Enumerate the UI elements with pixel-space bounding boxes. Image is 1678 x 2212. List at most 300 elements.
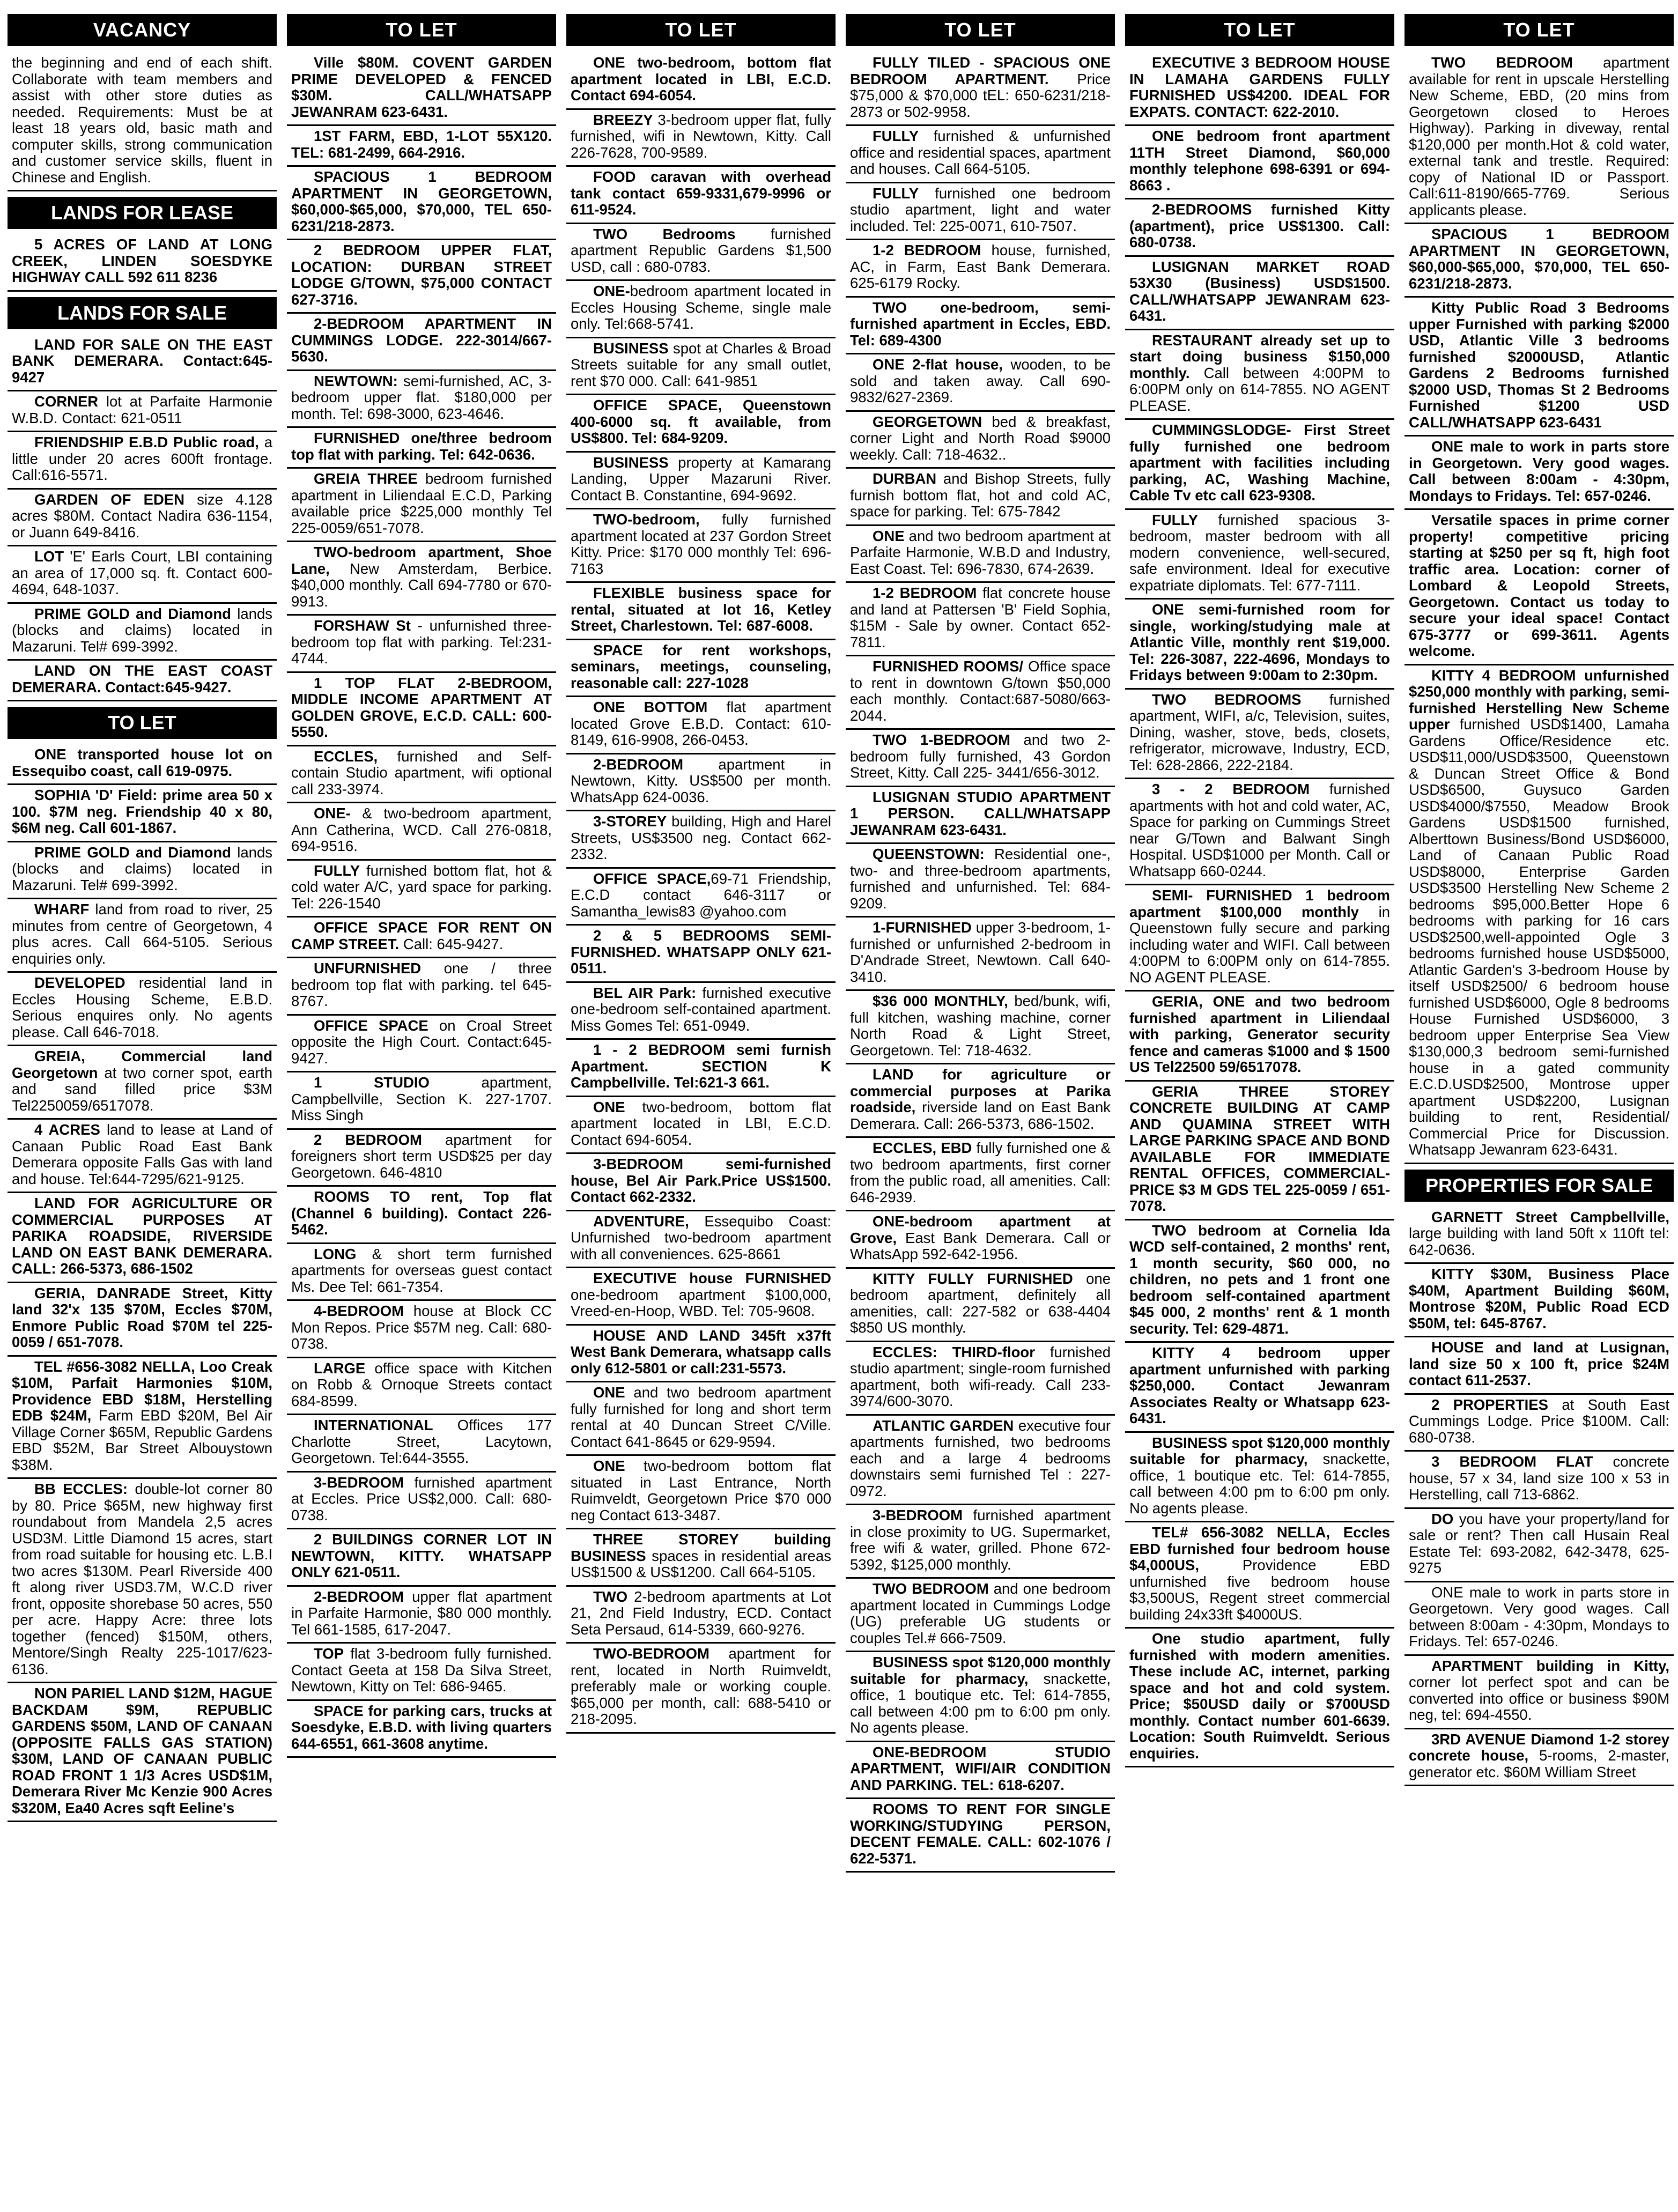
header-to-let-4: TO LET xyxy=(846,14,1115,46)
ad-lead: LOT xyxy=(34,548,64,565)
ad-lead: TWO-bedroom apartment, Shoe Lane, xyxy=(291,544,552,577)
classified-ad xyxy=(566,869,836,926)
ad-body: one bedroom apartment, definitely all amenities, call: 227-582 or 638-4404 $850 US monthly. xyxy=(850,1270,1111,1336)
ad-body: 2-bedroom apartments at Lot 21, 2nd Field Industry, ECD. Contact Seta Persaud, 614-5339, 660-9276. xyxy=(571,1588,831,1638)
ad-lead: FULLY xyxy=(873,184,919,202)
ad-lead: FULLY xyxy=(873,128,919,144)
classified-ad xyxy=(566,1382,836,1456)
ad-body: 69-71 Friendship, E.C.D contact 646-3117 or Samantha_lewis83 @yahoo.com xyxy=(571,870,831,920)
classified-ad xyxy=(287,1358,556,1416)
classified-ad xyxy=(1125,600,1394,690)
classified-ad xyxy=(287,1244,556,1301)
ad-body: furnished studio apartment; single-room furnished apartment, both wifi-ready. Call 233-3974/600-3070. xyxy=(850,1343,1111,1409)
ad-body: East Bank Demerara. Call or WhatsApp 592-642-1956. xyxy=(850,1229,1111,1262)
classified-ad xyxy=(1125,510,1394,600)
ad-lead: ONE- xyxy=(593,283,630,299)
classified-ad xyxy=(846,1505,1115,1579)
ad-lead: SOPHIA 'D' Field: prime area 50 x 100. $7M neg. Friendship 40 x 80, $6M neg. Call 601-1867. xyxy=(12,787,272,836)
column-to-let-2 xyxy=(287,14,556,2202)
classified-ad xyxy=(846,1211,1115,1269)
ad-lead: ONE bedroom front apartment 11TH Street Diamond, $60,000 monthly telephone 698-6391 or 694-8663 . xyxy=(1129,128,1390,194)
ad-body: bedroom apartment located in Eccles Housing Scheme, single male only. Tel:668-5741. xyxy=(571,283,831,332)
classified-ad xyxy=(1125,1343,1394,1433)
ad-lead: BEL AIR Park: xyxy=(593,984,697,1001)
ad-lead: 2 PROPERTIES xyxy=(1431,1396,1548,1413)
classified-ad xyxy=(8,1193,277,1283)
classified-ad xyxy=(8,1479,277,1683)
ad-body: a little under 20 acres 600ft frontage. Call:616-5571. xyxy=(12,434,272,483)
ad-body: size 4.128 acres $80M. Contact Nadira 636-1154, or Juann 649-8416. xyxy=(12,491,272,541)
ad-body: New Amsterdam, Berbice. $40,000 monthly. Call 694-7780 or 670-9913. xyxy=(291,560,552,610)
ad-body: at South East Cummings Lodge. Price $100M. Call: 680-0738. xyxy=(1409,1396,1670,1446)
classified-ad xyxy=(846,1416,1115,1506)
ad-body: residential land in Eccles Housing Scheme, E.B.D. Serious enquires only. No agents please. Call 646-7018. xyxy=(12,974,272,1040)
ad-body: furnished apartment at Eccles. Price US$2,000. Call: 680-0738. xyxy=(291,1474,552,1523)
classified-ad xyxy=(1405,1395,1674,1452)
classified-ad xyxy=(566,1154,836,1211)
classified-ad xyxy=(1125,1220,1394,1343)
ad-lead: CUMMINGSLODGE- First Street fully furnished one bedroom apartment with facilities including parking, AC, Washing Machine, Cable Tv etc call 623-9308. xyxy=(1129,421,1390,504)
classified-ad xyxy=(287,1701,556,1758)
classified-ad xyxy=(1405,510,1674,665)
ad-lead: 2-BEDROOMS furnished Kitty (apartment), price US$1300. Call: 680-0738. xyxy=(1129,201,1390,250)
ad-lead: TWO BEDROOM xyxy=(873,1580,989,1597)
ad-lead: BUSINESS spot $120,000 monthly suitable for pharmacy, xyxy=(1129,1434,1390,1467)
classified-ad xyxy=(846,583,1115,656)
ad-lead: 2 & 5 BEDROOMS SEMI-FURNISHED. WHATSAPP ONLY 621-0511. xyxy=(571,927,831,976)
ad-lead: 2-BEDROOM xyxy=(593,756,684,773)
classified-ad xyxy=(287,673,556,746)
ad-lead: FULLY xyxy=(1152,511,1199,528)
ad-body: and two bedroom apartment fully furnished for long and short term rental at 40 Duncan Street C/Ville. Contact 641-8645 or 629-9594. xyxy=(571,1384,831,1450)
classified-ad xyxy=(1125,1629,1394,1767)
ad-body: flat concrete house and land at Pattersen 'B' Field Sophia, $15M - Sale by owner. Contact 652-7811. xyxy=(850,585,1111,650)
ad-lead: TWO-BEDROOM xyxy=(593,1645,709,1662)
ad-lead: LAND FOR SALE ON THE EAST BANK DEMERARA. Contact:645-9427 xyxy=(12,336,272,386)
ad-lead: FURNISHED one/three bedroom top flat with parking. Tel: 642-0636. xyxy=(291,430,552,463)
ad-lead: 1-FURNISHED xyxy=(873,919,972,936)
ad-lead: FOOD caravan with overhead tank contact 659-9331,679-9996 or 611-9524. xyxy=(571,168,831,218)
classified-ad xyxy=(8,546,277,604)
ad-lead: GREIA THREE xyxy=(314,470,418,487)
classified-ad xyxy=(287,861,556,918)
ad-lead: BB ECCLES: xyxy=(34,1481,128,1497)
classified-ad xyxy=(1405,1509,1674,1582)
ad-lead: FULLY xyxy=(314,862,360,879)
classified-ad xyxy=(8,1357,277,1479)
ad-lead: ONE transported house lot on Essequibo coast, call 619-0975. xyxy=(12,746,272,779)
classified-ad xyxy=(8,973,277,1046)
ad-lead: ONE- xyxy=(314,805,351,822)
classified-ad xyxy=(566,395,836,453)
classified-ad xyxy=(8,604,277,661)
ad-body: Offices 177 Charlotte Street, Lacytown, Georgetown. Tel:644-3555. xyxy=(291,1417,552,1466)
classified-ad xyxy=(566,509,836,583)
column-vacancy xyxy=(8,14,277,2202)
ad-lead: TWO xyxy=(593,1588,628,1605)
classified-ad xyxy=(846,730,1115,787)
ad-lead: TWO BEDROOM xyxy=(1431,54,1573,71)
ad-body: Price $75,000 & $70,000 tEL: 650-6231/218-2873 or 502-9958. xyxy=(850,70,1111,120)
ad-body: land to lease at Land of Canaan Public Road East Bank Demerara opposite Falls Gas with land and house. Tel:644-7295/621-9125. xyxy=(12,1121,272,1187)
ad-lead: 1-2 BEDROOM xyxy=(873,585,977,601)
classified-ad xyxy=(846,1579,1115,1652)
ad-body: apartment for foreigners short term USD$25 per day Georgetown. 646-4810 xyxy=(291,1131,552,1181)
ad-lead: TEL# 656-3082 NELLA, Eccles EBD furnished four bedroom house $4,000US, xyxy=(1129,1524,1390,1573)
header-lands-for-lease: LANDS FOR LEASE xyxy=(8,197,277,229)
ad-lead: BUSINESS spot $120,000 monthly suitable for pharmacy, xyxy=(850,1654,1111,1687)
classified-ad xyxy=(287,371,556,428)
ad-body: furnished bottom flat, hot & cold water A/C, yard space for parking. Tel: 226-1540 xyxy=(291,862,552,912)
ad-body: furnished and Self-contain Studio apartment, wifi optional call 233-3974. xyxy=(291,748,552,797)
ad-body: fully furnished one & two bedroom apartments, first corner from the public road, all amenities. Call: 646-2939. xyxy=(850,1140,1111,1205)
classified-ad xyxy=(287,616,556,673)
ad-lead: LUSIGNAN STUDIO APARTMENT 1 PERSON. CALL/WHATSAPP JEWANRAM 623-6431. xyxy=(850,788,1111,838)
ad-lead: ONE xyxy=(593,1098,625,1115)
ad-lead: THREE STOREY building BUSINESS xyxy=(571,1531,831,1564)
ad-lead: ATLANTIC GARDEN xyxy=(873,1417,1014,1434)
ad-body: snackette, office, 1 boutique etc. Tel: 614-7855, call between 4:00 pm to 6:00 pm only. No agents please. xyxy=(850,1670,1111,1736)
ad-lead: TEL #656-3082 NELLA, Loo Creak $10M, Parfait Harmonies $10M, Providence EBD $18M, Herstelling EDB $24M, xyxy=(12,1358,272,1424)
ad-lead: GEORGETOWN xyxy=(873,413,982,430)
classified-ad xyxy=(846,1742,1115,1800)
classified-ad xyxy=(1125,53,1394,126)
classified-ad xyxy=(8,661,277,701)
ad-lead: ONE-bedroom apartment at Grove, xyxy=(850,1213,1111,1246)
classified-ad xyxy=(846,844,1115,918)
ad-body: you have your property/land for sale or rent? Then call Husain Real Estate Tel: 693-2082, 642-3478, 625-9275 xyxy=(1409,1510,1669,1576)
ad-body: office space with Kitchen on Robb & Ornoque Streets contact 684-8599. xyxy=(291,1359,552,1409)
ad-body: concrete house, 57 x 34, land size 100 x 53 in Herstelling, call 713-6862. xyxy=(1409,1453,1669,1503)
classified-ad xyxy=(1405,224,1674,298)
ad-body: two-bedroom, bottom flat apartment located in LBI, E.C.D. Contact 694-6054. xyxy=(571,1098,831,1148)
header-vacancy: VACANCY xyxy=(8,14,277,46)
ad-lead: BUSINESS xyxy=(593,454,669,471)
ad-lead: GARDEN OF EDEN xyxy=(34,491,185,508)
ad-lead: 2 BEDROOM UPPER FLAT, LOCATION: DURBAN STREET LODGE G/TOWN, $75,000 CONTACT 627-3716. xyxy=(291,242,552,308)
classified-ad xyxy=(846,526,1115,583)
ad-body: corner lot perfect spot and can be converted into office or business $90M neg, tel: 694-4550. xyxy=(1409,1674,1669,1723)
ad-body: furnished apartment in close proximity to UG. Supermarket, free wifi & water, grilled. Phone 672-5392, $125,000 monthly. xyxy=(850,1507,1111,1573)
ad-lead: PRIME GOLD and Diamond xyxy=(34,605,231,622)
ad-lead: ONE-BEDROOM STUDIO APARTMENT, WIFI/AIR CONDITION AND PARKING. TEL: 618-6207. xyxy=(850,1743,1111,1793)
ad-lead: DURBAN xyxy=(873,470,937,487)
classified-ad xyxy=(287,240,556,314)
classified-ad xyxy=(566,53,836,110)
ad-lead: SPACIOUS 1 BEDROOM APARTMENT IN GEORGETOWN, $60,000-$65,000, $70,000, TEL 650-6231/218-2873. xyxy=(291,168,552,234)
ad-body: apartment, Campbellville, Section K. 227-1707. Miss Singh xyxy=(291,1074,552,1123)
classified-ad xyxy=(846,1138,1115,1211)
ad-body: furnished & unfurnished office and residential spaces, apartment and houses. Call 664-5105. xyxy=(850,128,1111,177)
classified-ad xyxy=(287,469,556,542)
ad-lead: 1 STUDIO xyxy=(314,1074,430,1091)
ad-body: 'E' Earls Court, LBI containing an area of 17,000 sq. ft. Contact 600-4694, 648-1037. xyxy=(12,548,272,597)
ad-lead: SEMI- FURNISHED 1 bedroom apartment $100,000 monthly xyxy=(1129,887,1390,920)
ad-lead: TWO-bedroom, xyxy=(593,511,700,528)
ad-lead: 3-BEDROOM xyxy=(873,1507,963,1523)
classified-ad xyxy=(566,281,836,338)
classified-ad xyxy=(846,656,1115,730)
ad-lead: UNFURNISHED xyxy=(314,960,422,976)
classified-ad xyxy=(846,53,1115,126)
classified-ad xyxy=(566,583,836,640)
ad-body: property at Kamarang Landing, Upper Mazaruni River. Contact B. Constantine, 694-9692. xyxy=(571,454,831,504)
ad-lead: 1 - 2 BEDROOM semi furnish Apartment. SECTION K Campbellville. Tel:621-3 661. xyxy=(571,1041,831,1091)
ad-lead: BUSINESS xyxy=(593,339,669,357)
ad-lead: TOP xyxy=(314,1645,344,1662)
classified-ad xyxy=(566,1456,836,1529)
classified-ad xyxy=(287,1130,556,1187)
classified-ad: 5 ACRES OF LAND AT LONG CREEK, LINDEN SOESDYKE HIGHWAY CALL 592 611 8236 xyxy=(8,234,277,292)
ad-lead: 3 BEDROOM FLAT xyxy=(1431,1453,1593,1470)
classified-ad xyxy=(566,1644,836,1734)
classified-ad xyxy=(1125,1433,1394,1523)
classified-ad xyxy=(287,428,556,469)
ad-lead: TWO Bedrooms xyxy=(593,225,736,242)
ad-body: furnished apartment Republic Gardens $1,500 USD, call : 680-0783. xyxy=(571,225,831,275)
classified-ad xyxy=(8,744,277,785)
classified-ad xyxy=(846,412,1115,469)
classified-ad xyxy=(287,803,556,861)
ad-lead: WHARF xyxy=(34,901,90,918)
classified-ad xyxy=(287,53,556,126)
ad-body: and Bishop Streets, fully furnish bottom flat, hot and cold AC, space for parking. Tel: 675-7842 xyxy=(850,470,1111,520)
classified-ad xyxy=(566,811,836,869)
classified-ad xyxy=(566,1529,836,1587)
ad-body: wooden, to be sold and taken away. Call 690-9832/627-2369. xyxy=(850,356,1111,405)
classified-ad xyxy=(1125,330,1394,420)
classified-ad xyxy=(846,469,1115,526)
ad-body: Residential one-, two- and three-bedroom apartments, furnished and unfurnished. Tel: 684-9209. xyxy=(850,846,1111,912)
ad-lead: PRIME GOLD and Diamond xyxy=(34,844,231,861)
ad-lead: GREIA, Commercial land Georgetown xyxy=(12,1048,272,1081)
ad-lead: ECCLES, xyxy=(314,748,378,765)
ad-lead: EXECUTIVE 3 BEDROOM HOUSE IN LAMAHA GARDENS FULLY FURNISHED US$4200. IDEAL FOR EXPATS. CONTACT: 622-2010. xyxy=(1129,54,1390,120)
ad-lead: KITTY $30M, Business Place $40M, Apartment Building $60M, Montrose $20M, Public Road ECD $50M, tel: 645-8767. xyxy=(1409,1266,1669,1331)
ad-lead: LAND ON THE EAST COAST DEMERARA. Contact:645-9427. xyxy=(12,662,272,696)
classified-ad xyxy=(1125,257,1394,330)
header-properties-for-sale: PROPERTIES FOR SALE xyxy=(1405,1170,1674,1202)
classified-ad xyxy=(287,1473,556,1530)
ad-body: ONE male to work in parts store in Georgetown. Very good wages. Call between 8:00am - 4:30pm, Mondays to Fridays. Tel: 657-0246. xyxy=(1409,1584,1669,1649)
ad-body: furnished apartment, WIFI, a/c, Television, suites, Dining, washer, stove, beds, closets, refrigerator, microwave, Industry, ECD, Tel: 628-2866, 222-2184. xyxy=(1129,691,1390,773)
header-to-let-5: TO LET xyxy=(1125,14,1394,46)
classified-ad xyxy=(1125,1082,1394,1220)
ad-lead: ONE two-bedroom, bottom flat apartment located in LBI, E.C.D. Contact 694-6054. xyxy=(571,54,831,103)
classified-ad xyxy=(8,490,277,547)
ad-body: Call between 4:00PM to 6:00PM only on 614-7855. NO AGENT PLEASE. xyxy=(1129,364,1390,414)
ad-body: semi-furnished, AC, 3-bedroom upper flat. $180,000 per month. Tel: 698-3000, 623-4646. xyxy=(291,372,552,422)
classified-ad xyxy=(1405,1264,1674,1337)
ad-lead: NON PARIEL LAND $12M, HAGUE BACKDAM $9M, REPUBLIC GARDENS $50M, LAND OF CANAAN (OPPOSITE FALLS GAS STATION) $30M, LAND OF CANAAN PUBLIC ROAD FRONT 1 1/3 Acres USD$1M, Demerara River Mc Kenzie 900 Acres $320M, Ea40 Acres sqft Eeline's xyxy=(12,1685,272,1816)
ad-lead: OFFICE SPACE, Queenstown 400-6000 sq. ft available, from US$800. Tel: 684-9209. xyxy=(571,397,831,446)
ad-body: Office space to rent in downtown G/town $50,000 each monthly. Contact:687-5080/663-2044. xyxy=(850,658,1111,724)
classified-ad xyxy=(287,746,556,804)
ad-body: furnished one bedroom studio apartment, light and water included. Tel: 225-0071, 610-7507. xyxy=(850,184,1111,234)
classified-ad xyxy=(8,785,277,842)
ad-lead: DEVELOPED xyxy=(34,974,125,991)
header-to-let-col1: TO LET xyxy=(8,707,277,739)
ad-lead: QUEENSTOWN: xyxy=(873,846,985,862)
ad-body: fully furnished apartment located at 237 Gordon Street Kitty. Price: $170 000 monthly Tel: 696-7163 xyxy=(571,511,831,577)
classified-ad xyxy=(8,1283,277,1357)
ad-lead: HOUSE and land at Lusignan, land size 50 x 100 ft, price $24M contact 611-2537. xyxy=(1409,1339,1669,1388)
classified-ad xyxy=(287,1415,556,1473)
ad-lead: 4-BEDROOM xyxy=(314,1303,404,1319)
ad-body: double-lot corner 80 by 80. Price $65M, new highway first roundabout from Mandela 2,5 acres USD3M. Little Diamond 15 acres, start from road suitable for housing etc. L.B.I two acres $130M. Pearl Riverside 400 ft along river USD3.7M, W.C.D river front, opposite shorebase 50 acres, 550 per acre. Happy Acre: three lots together (fenced) $150M, others, Mentore/Singh Realty 225-1017/623-6136. xyxy=(12,1481,272,1677)
header-to-let-6: TO LET xyxy=(1405,14,1674,46)
ad-lead: SPACE for parking cars, trucks at Soesdyke, E.B.D. with living quarters 644-6551, 661-3608 anytime. xyxy=(291,1702,552,1752)
ad-lead: GERIA THREE STOREY CONCRETE BUILDING AT CAMP AND QUAMINA STREET WITH LARGE PARKING SPACE AND BOND AVAILABLE FOR IMMEDIATE RENTAL OFFICES, COMMERCIAL-PRICE $3 M GDS TEL 225-0059 / 651-7078. xyxy=(1129,1083,1390,1214)
ad-lead: 2 BEDROOM xyxy=(314,1131,422,1148)
ad-lead: GARNETT Street Campbellville, xyxy=(1431,1208,1669,1225)
classified-ad xyxy=(566,453,836,510)
ad-body: bed/bunk, wifi, full kitchen, washing machine, corner North Road & Light Street, Georgetown. Tel: 718-4632. xyxy=(850,993,1111,1059)
ad-body: furnished executive one-bedroom self-contained apartment. Miss Gomes Tel: 651-0949. xyxy=(571,984,831,1034)
ad-lead: APARTMENT building in Kitty, xyxy=(1431,1657,1669,1674)
ad-body: on Croal Street opposite the High Court. Contact:645-9427. xyxy=(291,1017,552,1067)
classified-ad xyxy=(1125,420,1394,510)
classified-ad xyxy=(287,1187,556,1244)
ad-lead: SPACE for rent workshops, seminars, meetings, counseling, reasonable call: 227-1028 xyxy=(571,641,831,691)
ad-body: furnished apartments with hot and cold water, AC, Space for parking on Cummings Street near G/Town and Balwant Singh Hospital. USD$1000 per Month. Call or Whatsapp 660-0244. xyxy=(1129,781,1390,879)
ad-body: - unfurnished three-bedroom top flat with parking. Tel:231-4744. xyxy=(291,617,552,667)
classified-ad xyxy=(1405,1729,1674,1787)
ad-lead: ADVENTURE, xyxy=(593,1212,689,1230)
classified-ad xyxy=(566,697,836,754)
ad-body: building, High and Harel Streets, US$3500 neg. Contact 662-2332. xyxy=(571,813,831,862)
ad-body: 5-rooms, 2-master, generator etc. $60M William Street xyxy=(1409,1747,1669,1780)
ad-body: apartment for rent, located in North Ruimveldt, preferably male or working couple. $65,000 per month, call: 688-5410 or 218-2095. xyxy=(571,1645,831,1727)
classified-ad xyxy=(1125,126,1394,199)
ad-lead: OFFICE SPACE FOR RENT ON CAMP STREET. xyxy=(291,919,552,952)
ad-lead: LUSIGNAN MARKET ROAD 53X30 (Business) USD$1500. CALL/WHATSAPP JEWANRAM 623-6431. xyxy=(1129,258,1390,324)
ad-body: Essequibo Coast: Unfurnished two-bedroom apartment with all conveniences. 625-8661 xyxy=(571,1212,831,1262)
ad-body: and one bedroom apartment located in Cummings Lodge (UG) preferable UG students or couples Tel.# 666-7509. xyxy=(850,1580,1111,1646)
ad-lead: FRIENDSHIP E.B.D Public road, xyxy=(34,434,259,450)
ad-lead: 3-BEDROOM semi-furnished house, Bel Air Park.Price US$1500. Contact 662-2332. xyxy=(571,1156,831,1205)
ad-lead: ONE xyxy=(873,527,905,544)
ad-lead: SPACIOUS 1 BEDROOM APARTMENT IN GEORGETOWN, $60,000-$65,000, $70,000, TEL 650-6231/218-2873. xyxy=(1409,226,1669,292)
classified-ad xyxy=(846,1342,1115,1416)
ad-lead: 3RD AVENUE Diamond 1-2 storey concrete house, xyxy=(1409,1730,1669,1764)
ad-body: Ville $80M. COVENT GARDEN PRIME DEVELOPED & FENCED $30M. CALL/WHATSAPP JEWANRAM 623-6431. xyxy=(291,54,552,120)
classified-ad xyxy=(566,754,836,812)
classified-ad xyxy=(287,918,556,958)
ad-lead: 1ST FARM, EBD, 1-LOT 55X120. TEL: 681-2499, 664-2916. xyxy=(291,128,552,161)
ad-body: two-bedroom bottom flat situated in Last Entrance, North Ruimveldt, Georgetown Price $70 000 neg Contact 613-3487. xyxy=(571,1458,831,1523)
header-to-let-3: TO LET xyxy=(566,14,836,46)
classified-ad xyxy=(566,338,836,396)
ad-lead: INTERNATIONAL xyxy=(314,1417,433,1433)
ad-body: apartment in Newtown, Kitty. US$500 per month. WhatsApp 624-0036. xyxy=(571,756,831,805)
classified-ad xyxy=(8,842,277,900)
ad-lead: ECCLES, EBD xyxy=(873,1140,972,1156)
ad-lead: ONE 2-flat house, xyxy=(873,356,1003,373)
classified-ad xyxy=(1125,992,1394,1082)
ad-lead: 2-BEDROOM xyxy=(314,1588,404,1605)
ad-body: Farm EBD $20M, Bel Air Village Corner $65M, Republic Gardens EBD $52M, Bar Street Albouystown $38M. xyxy=(12,1407,272,1473)
ad-body: Call: 645-9427. xyxy=(399,935,504,952)
ad-body: spaces in residential areas US$1500 & US$1200. Call 664-5105. xyxy=(571,1547,831,1580)
ad-body: bedroom furnished apartment in Liliendaal E.C.D, Parking available price $225,000 monthly Tel 225-0059/651-7078. xyxy=(291,470,552,536)
ad-lead: ONE male to work in parts store in Georgetown. Very good wages. Call between 8:00am - 4:30pm, Mondays to Fridays. Tel: 657-0246. xyxy=(1409,438,1669,504)
ad-body: large building with land 50ft x 110ft tel: 642-0636. xyxy=(1409,1225,1669,1258)
classified-ad xyxy=(8,1120,277,1193)
classified-ad xyxy=(287,958,556,1016)
ad-lead: ONE BOTTOM xyxy=(593,699,708,715)
ad-lead: LAND FOR AGRICULTURE OR COMMERCIAL PURPOSES AT PARIKA ROADSIDE, RIVERSIDE LAND ON EAST BANK DEMERARA. CALL: 266-5373, 686-1502 xyxy=(12,1195,272,1277)
ad-lead: ONE xyxy=(593,1384,625,1401)
ad-lead: 3-STOREY xyxy=(593,813,667,830)
header-to-let-2: TO LET xyxy=(287,14,556,46)
ad-lead: FURNISHED ROOMS/ xyxy=(873,658,1024,675)
classified-ad xyxy=(1125,885,1394,992)
ad-lead: $36 000 MONTHLY, xyxy=(873,993,1008,1009)
ad-lead: EXECUTIVE house FURNISHED xyxy=(593,1270,831,1286)
ad-lead: GERIA, ONE and two bedroom furnished apartment in Liliendaal with parking, Generator security fence and cameras $1000 and $ 1500 US Tel22500 59/6517078. xyxy=(1129,993,1390,1075)
ad-lead: 3 - 2 BEDROOM xyxy=(1152,781,1310,797)
ad-lead: 3-BEDROOM xyxy=(314,1474,404,1491)
classified-ad xyxy=(1405,53,1674,224)
ad-lead: TWO BEDROOMS xyxy=(1152,691,1302,708)
classified-ad xyxy=(1125,690,1394,780)
ad-lead: One studio apartment, fully furnished with modern amenities. These include AC, internet, parking space and hot and cold system. Price; $50USD daily or $700USD monthly. Contact number 601-6639. Location: South Ruimveldt. Serious enquiries. xyxy=(1129,1630,1390,1762)
classified-ad xyxy=(8,432,277,490)
ad-lead: OFFICE SPACE, xyxy=(593,870,711,887)
ad-body: Providence EBD unfurnished five bedroom house $3,500US, Regent street commercial building 24x33ft $4000US. xyxy=(1129,1557,1390,1623)
classified-ad xyxy=(846,1269,1115,1342)
classified-ad xyxy=(566,1211,836,1269)
classified-ad xyxy=(287,126,556,167)
ad-body: bed & breakfast, corner Light and North Road $9000 weekly. Call: 718-4632.. xyxy=(850,413,1111,463)
classified-ad xyxy=(287,167,556,240)
ad-lead: NEWTOWN: xyxy=(314,372,398,389)
ad-lead: LONG xyxy=(314,1245,357,1262)
classified-ad xyxy=(1405,665,1674,1164)
classified-ad xyxy=(566,1097,836,1155)
ad-body: 3-bedroom upper flat, fully furnished, wifi in Newtown, Kitty. Call 226-7628, 700-9589. xyxy=(571,111,831,161)
ad-body: in Queenstown fully secure and parking including water and WIFI. Call between 4:00PM to 6:00PM only on 614-7855. NO AGENT PLEASE. xyxy=(1129,903,1390,986)
ad-lead: HOUSE AND LAND 345ft x37ft West Bank Demerara, whatsapp calls only 612-5801 or call:231-5573. xyxy=(571,1327,831,1377)
classified-ad xyxy=(846,126,1115,183)
ad-lead: Kitty Public Road 3 Bedrooms upper Furnished with parking $2000 USD, Atlantic Ville 3 bedrooms furnished $2000USD, Atlantic Gardens 2 Bedrooms furnished $2000 USD, Thomas St 2 Bedrooms Furnished $1200 USD CALL/WHATSAPP 623-6431 xyxy=(1409,299,1669,431)
classified-ad xyxy=(287,1644,556,1701)
classified-ad xyxy=(566,1268,836,1326)
classified-ad xyxy=(1405,1207,1674,1264)
classified-ad xyxy=(1405,1582,1674,1656)
ad-body: flat 3-bedroom fully furnished. Contact Geeta at 158 Da Silva Street, Newtown, Kitty on Tel: 686-9465. xyxy=(291,1645,552,1695)
ad-body: furnished spacious 3-bedroom, master bedroom with all modern convenience, well-secured, safe environment. Ideal for executive expatriate diplomats. Tel: 677-7111. xyxy=(1129,511,1390,594)
ad-body: snackette, office, 1 boutique etc. Tel: 614-7855, call between 4:00 pm to 6:00 pm only. No agents please. xyxy=(1129,1451,1390,1516)
classified-ad xyxy=(8,335,277,392)
ad-body: one-bedroom apartment $100,000, Vreed-en-Hoop, WBD. Tel: 705-9608. xyxy=(571,1286,831,1319)
classified-ad xyxy=(8,391,277,432)
ad-body: lands (blocks and claims) located in Mazaruni. Tel# 699-3992. xyxy=(12,844,272,893)
ad-lead: Versatile spaces in prime corner property! competitive pricing starting at $250 per sq ft, high foot traffic area. Location: corner of Lombard & Leopold Streets, Georgetown. Contact us today to secure your ideal space! Contact 675-3777 or 699-3611. Agents welcome. xyxy=(1409,512,1669,659)
classified-ad xyxy=(8,1683,277,1822)
column-to-let-5 xyxy=(1125,14,1394,2202)
classified-ad xyxy=(566,1587,836,1644)
classified-ad xyxy=(8,1046,277,1120)
ad-lead: TWO bedroom at Cornelia Ida WCD self-contained, 2 months' rent, 1 month security, $60 000, no children, no pets and 1 front one bedroom self-contained apartment $45 000, 2 months' rent & 1 month security. Tel: 629-4871. xyxy=(1129,1222,1390,1337)
ad-lead: ONE xyxy=(593,1458,625,1474)
classified-ad xyxy=(846,183,1115,241)
classified-ad xyxy=(566,983,836,1040)
classified-ad xyxy=(287,314,556,371)
ad-lead: TWO 1-BEDROOM xyxy=(873,731,1010,748)
ad-lead: GERIA, DANRADE Street, Kitty land 32'x 135 $70M, Eccles $70M, Enmore Public Road $70M tel 225-0059 / 651-7078. xyxy=(12,1284,272,1350)
